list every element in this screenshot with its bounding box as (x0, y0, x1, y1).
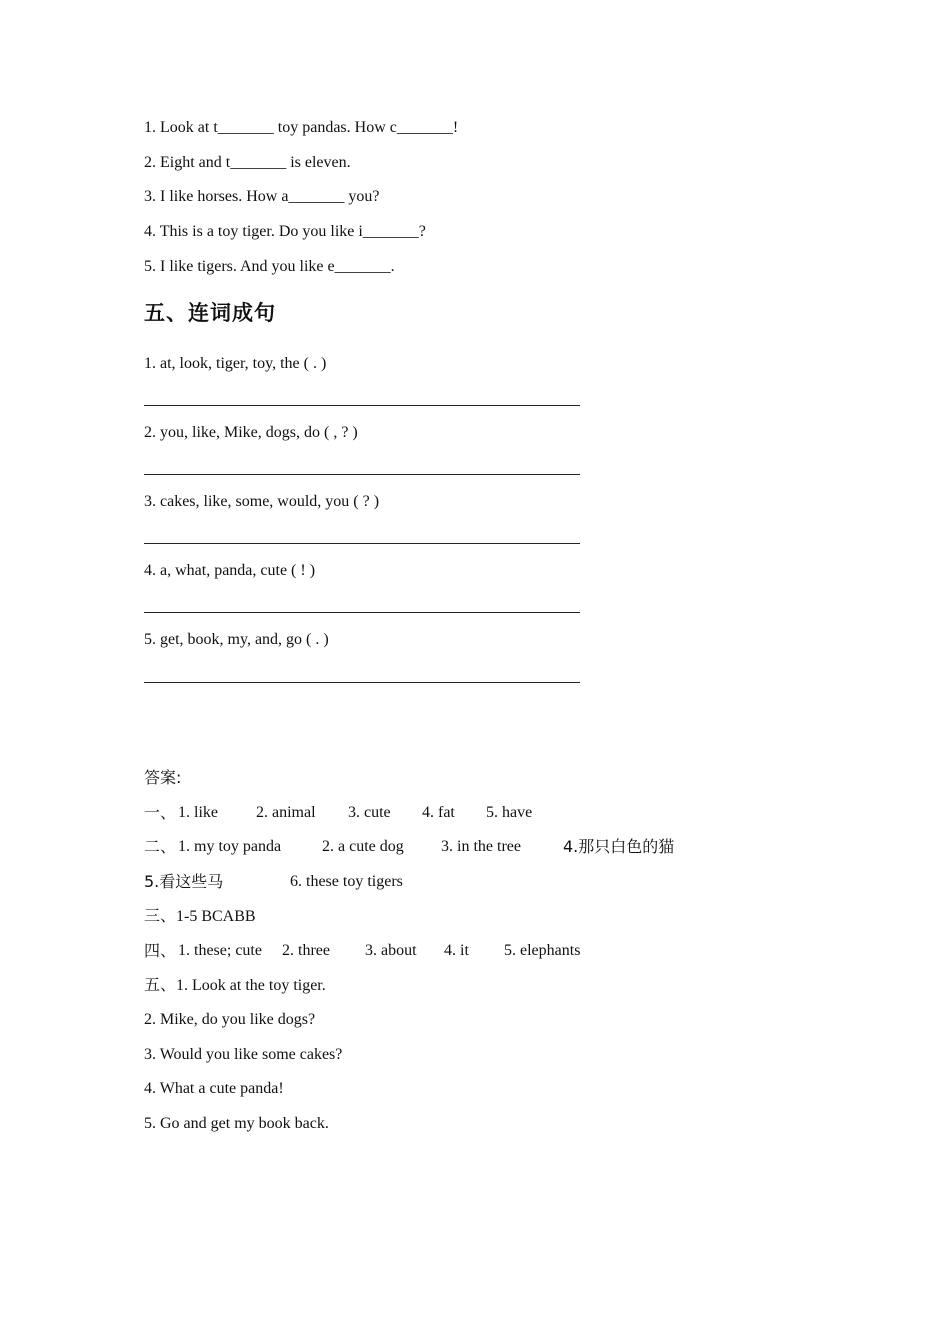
part-4-answer-2: 2. three (282, 942, 330, 959)
answers-part-1 (144, 803, 844, 825)
fill-in-item-5: 5. I like tigers. And you like e_______. (144, 258, 395, 275)
fill-in-item-2: 2. Eight and t_______ is eleven. (144, 154, 351, 171)
reorder-item-2: 2. you, like, Mike, dogs, do ( , ? ) (144, 424, 358, 441)
part-5-answer-5: 5. Go and get my book back. (144, 1115, 329, 1132)
section-5-heading: 五、连词成句 (144, 301, 276, 325)
answer-blank-2[interactable] (144, 474, 580, 475)
part-5-answer-1: 五、1. Look at the toy tiger. (144, 977, 326, 994)
part-2-answer-4: 4.那只白色的猫 (563, 837, 675, 856)
part-1-answer-3: 3. cute (348, 804, 391, 821)
part-1-answer-1: 1. like (178, 804, 218, 821)
part-4-answer-1: 1. these; cute (178, 942, 262, 959)
part-1-prefix: 一、 (144, 803, 177, 822)
part-2-answer-5: 5.看这些马 (144, 872, 224, 891)
answer-blank-3[interactable] (144, 543, 580, 544)
part-5-answer-3: 3. Would you like some cakes? (144, 1046, 343, 1063)
reorder-item-4: 4. a, what, panda, cute ( ! ) (144, 562, 316, 579)
answers-part-3 (144, 907, 844, 929)
reorder-item-3: 3. cakes, like, some, would, you ( ? ) (144, 493, 380, 510)
part-2-answer-3: 3. in the tree (441, 838, 521, 855)
answer-blank-1[interactable] (144, 405, 580, 406)
part-2-answer-6: 6. these toy tigers (290, 873, 403, 890)
fill-in-item-4: 4. This is a toy tiger. Do you like i_______? (144, 223, 426, 240)
answers-part-2-continued (144, 872, 844, 894)
fill-in-item-1: 1. Look at t_______ toy pandas. How c_______! (144, 119, 459, 136)
part-4-answer-5: 5. elephants (504, 942, 581, 959)
part-2-prefix: 二、 (144, 837, 177, 856)
reorder-item-1: 1. at, look, tiger, toy, the ( . ) (144, 355, 327, 372)
answer-blank-4[interactable] (144, 612, 580, 613)
part-2-answer-2: 2. a cute dog (322, 838, 404, 855)
reorder-item-5: 5. get, book, my, and, go ( . ) (144, 631, 329, 648)
part-5-answer-4: 4. What a cute panda! (144, 1080, 284, 1097)
answers-part-4 (144, 941, 844, 963)
part-5-answer-2: 2. Mike, do you like dogs? (144, 1011, 316, 1028)
part-4-prefix: 四、 (144, 941, 177, 960)
part-1-answer-4: 4. fat (422, 804, 455, 821)
part-4-answer-4: 4. it (444, 942, 469, 959)
part-1-answer-2: 2. animal (256, 804, 316, 821)
part-4-answer-3: 3. about (365, 942, 417, 959)
part-2-answer-1: 1. my toy panda (178, 838, 282, 855)
fill-in-item-3: 3. I like horses. How a_______ you? (144, 188, 380, 205)
part-3-answers: 三、1-5 BCABB (144, 908, 256, 925)
part-1-answer-5: 5. have (486, 804, 533, 821)
answers-part-2 (144, 837, 844, 859)
answers-title: 答案: (144, 768, 182, 787)
answer-blank-5[interactable] (144, 682, 580, 683)
